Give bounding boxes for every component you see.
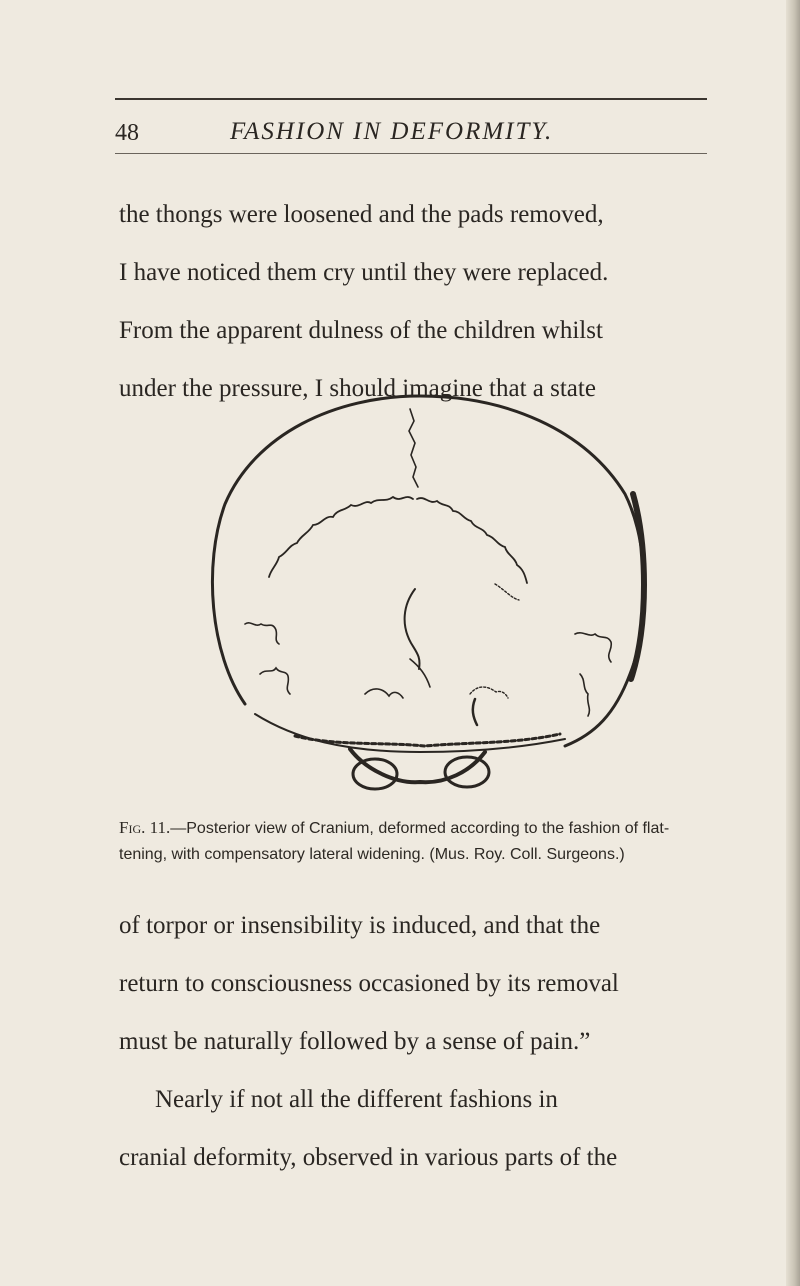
text-line: of torpor or insensibility is induced, and that the: [119, 912, 601, 939]
caption-label: Fig. 11.: [119, 818, 171, 837]
paragraph-bottom: [119, 897, 759, 1187]
text-line: return to consciousness occasioned by its removal: [119, 970, 619, 997]
cranium-illustration: [185, 374, 665, 804]
lambdoid-suture-left: [269, 497, 413, 577]
figure-caption: [119, 815, 759, 868]
lambdoid-suture-right: [417, 498, 527, 583]
sagittal-suture: [409, 409, 418, 487]
text-line: I have noticed them cry until they were replaced.: [119, 259, 609, 286]
text-line: the thongs were loosened and the pads removed,: [119, 201, 604, 228]
text-line: must be naturally followed by a sense of pain.”: [119, 1028, 591, 1055]
page-edge: [786, 0, 800, 1286]
text-line: From the apparent dulness of the children whilst: [119, 317, 603, 344]
text-line: cranial deformity, observed in various parts of the: [119, 1144, 618, 1171]
cranium-drawing: [185, 374, 665, 804]
caption-text-1: —Posterior view of Cranium, deformed according to the fashion of flat-: [170, 820, 670, 837]
running-head: FASHION IN DEFORMITY.: [230, 118, 554, 145]
caption-line-2: tening, with compensatory lateral widening. (Mus. Roy. Coll. Surgeons.): [119, 846, 625, 863]
header-rule-bottom: [115, 153, 707, 154]
caption-line-1: [119, 815, 759, 842]
text-line: Nearly if not all the different fashions in: [155, 1086, 558, 1113]
skull-outline: [212, 396, 644, 746]
text-line: under the pressure, I should imagine that a state: [119, 375, 596, 402]
page-number: 48: [115, 120, 139, 146]
header-rule-top: [115, 98, 707, 100]
